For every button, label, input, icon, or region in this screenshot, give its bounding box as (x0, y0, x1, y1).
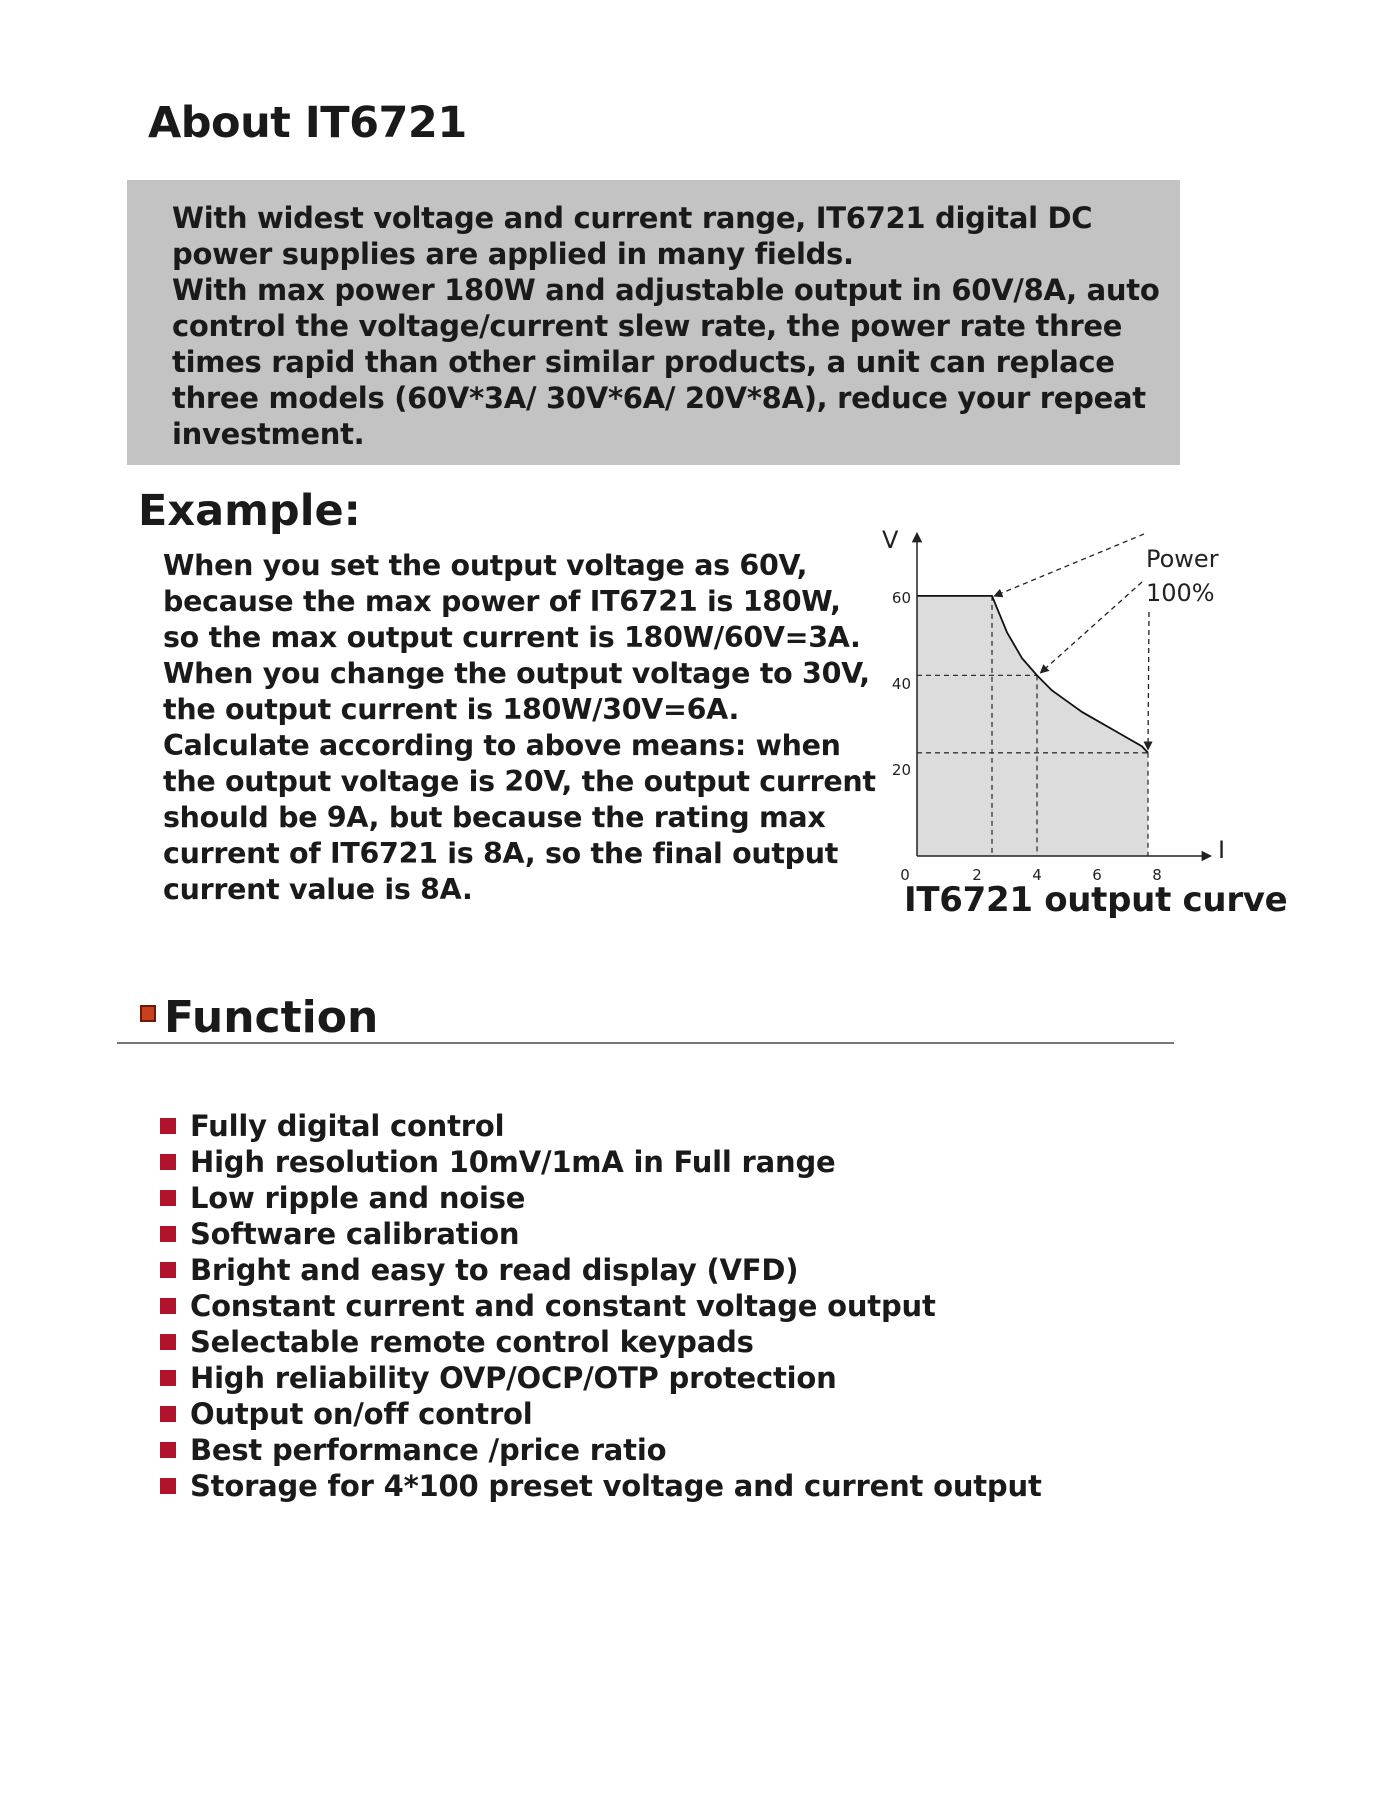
square-bullet-icon (160, 1154, 176, 1170)
example-line: current of IT6721 is 8A, so the final output (163, 837, 839, 870)
square-bullet-icon (160, 1298, 176, 1314)
output-curve-chart (870, 520, 1240, 880)
function-item-label: Bright and easy to read display (VFD) (190, 1253, 799, 1287)
function-item-label: Constant current and constant voltage output (190, 1289, 936, 1323)
square-bullet-icon (160, 1478, 176, 1494)
function-item (160, 1180, 1042, 1216)
example-line: current value is 8A. (163, 873, 473, 906)
example-line: because the max power of IT6721 is 180W, (163, 585, 841, 618)
about-text (172, 200, 1172, 452)
area-fill (917, 596, 1148, 856)
function-item (160, 1216, 1042, 1252)
annotation-label: Power (1146, 545, 1219, 573)
y-tick-label: 60 (891, 589, 911, 607)
function-item (160, 1360, 1042, 1396)
example-line: When you change the output voltage to 30V, (163, 657, 870, 690)
function-item-label: High reliability OVP/OCP/OTP protection (190, 1361, 837, 1395)
x-tick-label: 0 (900, 866, 910, 880)
function-item (160, 1468, 1042, 1504)
square-bullet-icon (160, 1334, 176, 1350)
square-bullet-icon (160, 1190, 176, 1206)
function-item-label: Output on/off control (190, 1397, 533, 1431)
example-text (163, 548, 876, 908)
x-axis-label: I (1218, 836, 1226, 864)
x-tick-label: 6 (1092, 866, 1102, 880)
function-item (160, 1144, 1042, 1180)
function-item (160, 1324, 1042, 1360)
example-line: should be 9A, but because the rating max (163, 801, 826, 834)
section-divider (117, 1042, 1174, 1044)
annotation-label: 100% (1146, 579, 1215, 607)
function-item-label: Low ripple and noise (190, 1181, 526, 1215)
x-tick-label: 4 (1032, 866, 1042, 880)
example-line: Calculate according to above means: when (163, 729, 841, 762)
example-line: the output current is 180W/30V=6A. (163, 693, 739, 726)
function-item-label: Storage for 4*100 preset voltage and current output (190, 1469, 1042, 1503)
y-tick-label: 40 (891, 675, 911, 693)
example-line: the output voltage is 20V, the output current (163, 765, 876, 798)
function-title: Function (164, 992, 379, 1043)
square-bullet-icon (160, 1118, 176, 1134)
function-item-label: Fully digital control (190, 1109, 505, 1143)
function-item (160, 1396, 1042, 1432)
section-marker-icon (140, 1005, 156, 1022)
function-item (160, 1252, 1042, 1288)
about-title: About IT6721 (148, 98, 467, 148)
x-tick-label: 8 (1152, 866, 1162, 880)
chart-title: IT6721 output curve (904, 880, 1288, 920)
function-item-label: Best performance /price ratio (190, 1433, 667, 1467)
annotation-pointer (1041, 582, 1142, 672)
y-tick-label: 20 (891, 761, 911, 779)
function-item (160, 1288, 1042, 1324)
function-item-label: Selectable remote control keypads (190, 1325, 754, 1359)
square-bullet-icon (160, 1406, 176, 1422)
function-item (160, 1432, 1042, 1468)
annotation-pointer (1148, 612, 1149, 749)
example-title: Example: (138, 486, 361, 536)
function-item-label: Software calibration (190, 1217, 520, 1251)
y-axis-label: V (882, 526, 899, 554)
square-bullet-icon (160, 1442, 176, 1458)
example-line: so the max output current is 180W/60V=3A. (163, 621, 861, 654)
about-paragraph-1: With widest voltage and current range, IT6721 digital DC power supplies are applied in many fields. (172, 201, 1093, 271)
square-bullet-icon (160, 1262, 176, 1278)
about-paragraph-2: With max power 180W and adjustable output in 60V/8A, auto control the voltage/current slew rate, the power rate three times rapid than other similar products, a unit can replace three models (60V*3A/ 30V*6A/ 20V*8A), reduce your repeat investment. (172, 273, 1160, 451)
square-bullet-icon (160, 1226, 176, 1242)
function-list (160, 1108, 1042, 1504)
function-item-label: High resolution 10mV/1mA in Full range (190, 1145, 836, 1179)
function-item (160, 1108, 1042, 1144)
x-tick-label: 2 (972, 866, 982, 880)
square-bullet-icon (160, 1370, 176, 1386)
example-line: When you set the output voltage as 60V, (163, 549, 808, 582)
annotation-pointer (995, 534, 1144, 596)
